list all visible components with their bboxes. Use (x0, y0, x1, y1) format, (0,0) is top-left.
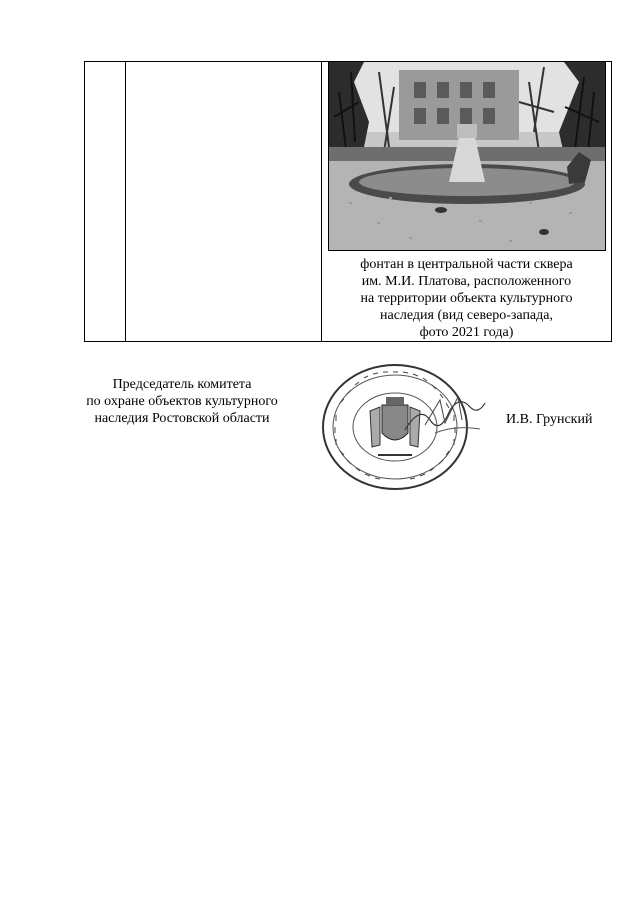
row-photo-cell (322, 62, 612, 342)
fountain-photo (328, 62, 606, 251)
caption-line: фонтан в центральной части сквера (360, 257, 573, 272)
caption-line: фото 2021 года) (419, 325, 514, 340)
handwritten-signature (400, 385, 490, 445)
position-line: Председатель комитета (112, 377, 252, 392)
row-name-cell (126, 62, 322, 342)
photo-caption (322, 256, 611, 341)
signer-position (72, 376, 292, 427)
position-line: по охране объектов культурного (86, 394, 278, 409)
signer-name: И.В. Грунский (506, 412, 593, 427)
row-number-cell (85, 62, 126, 342)
position-line: наследия Ростовской области (94, 411, 270, 426)
caption-line: на территории объекта культурного (360, 291, 573, 306)
table-row (85, 62, 612, 342)
caption-line: им. М.И. Платова, расположенного (361, 274, 572, 289)
objects-table (84, 61, 610, 340)
caption-line: наследия (вид северо-запада, (380, 308, 553, 323)
table-grid (84, 61, 612, 342)
